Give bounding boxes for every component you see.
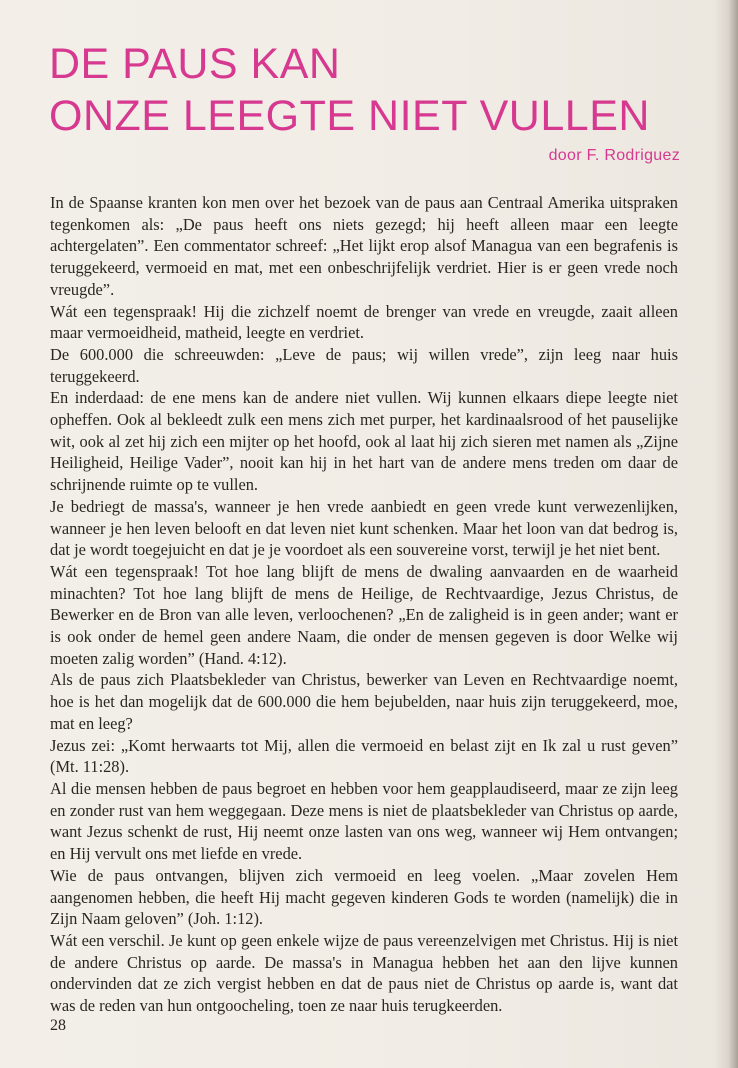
paragraph: Je bedriegt de massa's, wanneer je hen vrede aanbiedt en geen vrede kunt verwezenlijken, wanneer je hen leven belooft en dat leven niet kunt schenken. Maar het loon van dat bedrog is, dat je wordt toegejuicht en dat je je voordoet als een souvereine vorst, terwijl je het niet bent. — [50, 496, 678, 560]
paragraph: En inderdaad: de ene mens kan de andere niet vullen. Wij kunnen elkaars diepe leegte niet opheffen. Ook al bekleedt zulk een mens zich met purper, het kardinaalsrood of het pauselijke wit, ook al zet hij zich een mijter op het hoofd, ook al laat hij zich sieren met namen als „Zijne Heiligheid, Heilige Vader”, nooit kan hij in het hart van de andere mens treden om daar de schrijnende ruimte op te vullen. — [50, 388, 678, 495]
page-edge-shadow — [714, 0, 738, 1068]
paragraph: Wát een tegenspraak! Tot hoe lang blijft de mens de dwaling aanvaarden en de waarheid minachten? Tot hoe lang blijft de mens de Heilige, de Rechtvaardige, Jezus Christus, de Bewerker en de Bron van alle leven, verloochenen? „En de zaligheid is in geen ander; want er is ook onder de hemel geen andere Naam, die onder de mensen gegeven is door Welke wij moeten zalig worden” (Hand. 4:12). — [50, 561, 678, 668]
paragraph: Al die mensen hebben de paus begroet en hebben voor hem geapplaudiseerd, maar ze zijn leeg en zonder rust van hem weggegaan. Deze mens is niet de plaatsbekleder van Christus op aarde, want Jezus schenkt de rust, Hij neemt onze lasten van ons weg, wanneer wij Hem ontvangen; en Hij vervult ons met liefde en vrede. — [50, 778, 678, 864]
paragraph: Jezus zei: „Komt herwaarts tot Mij, allen die vermoeid en belast zijt en Ik zal u rust geven” (Mt. 11:28). — [50, 735, 678, 777]
paragraph: Wát een verschil. Je kunt op geen enkele wijze de paus vereenzelvigen met Christus. Hij is niet de andere Christus op aarde. De massa's in Managua hebben het aan den lijve kunnen ondervinden dat ze zich vergist hebben en dat de paus niet de Christus op aarde is, want dat was de reden van hun ontgoocheling, toen ze naar huis terugkeerden. — [50, 930, 678, 1016]
article-body — [50, 192, 678, 1017]
author-byline: door F. Rodriguez — [548, 147, 680, 164]
paragraph: Als de paus zich Plaatsbekleder van Christus, bewerker van Leven en Rechtvaardige noemt, hoe is het dan mogelijk dat de 600.000 die hem bejubelden, naar huis zijn teruggekeerd, moe, mat en leeg? — [50, 670, 678, 733]
paragraph: Wie de paus ontvangen, blijven zich vermoeid en leeg voelen. „Maar zovelen Hem aangenomen hebben, die heeft Hij macht gegeven kinderen Gods te worden (namelijk) die in Zijn Naam geloven” (Joh. 1:12). — [50, 865, 678, 929]
title-line-2: ONZE LEEGTE NIET VULLEN — [49, 92, 650, 140]
page-number: 28 — [50, 1017, 66, 1034]
paragraph: De 600.000 die schreeuwden: „Leve de paus; wij willen vrede”, zijn leeg naar huis teruggekeerd. — [50, 344, 678, 386]
paragraph: In de Spaanse kranten kon men over het bezoek van de paus aan Centraal Amerika uitspraken tegenkomen als: „De paus heeft ons niets gezegd; hij heeft alleen maar een leegte achtergelaten”. Een commentator schreef: „Het lijkt erop alsof Managua van een begrafenis is teruggekeerd, vermoeid en mat, met een onbeschrijfelijk verdriet. Hier is er geen vrede noch vreugde”. — [50, 193, 678, 299]
paragraph: Wát een tegenspraak! Hij die zichzelf noemt de brenger van vrede en vreugde, zaait alleen maar vermoeidheid, matheid, leegte en verdriet. — [50, 301, 678, 343]
title-line-1: DE PAUS KAN — [49, 40, 341, 88]
article-title — [49, 38, 709, 142]
